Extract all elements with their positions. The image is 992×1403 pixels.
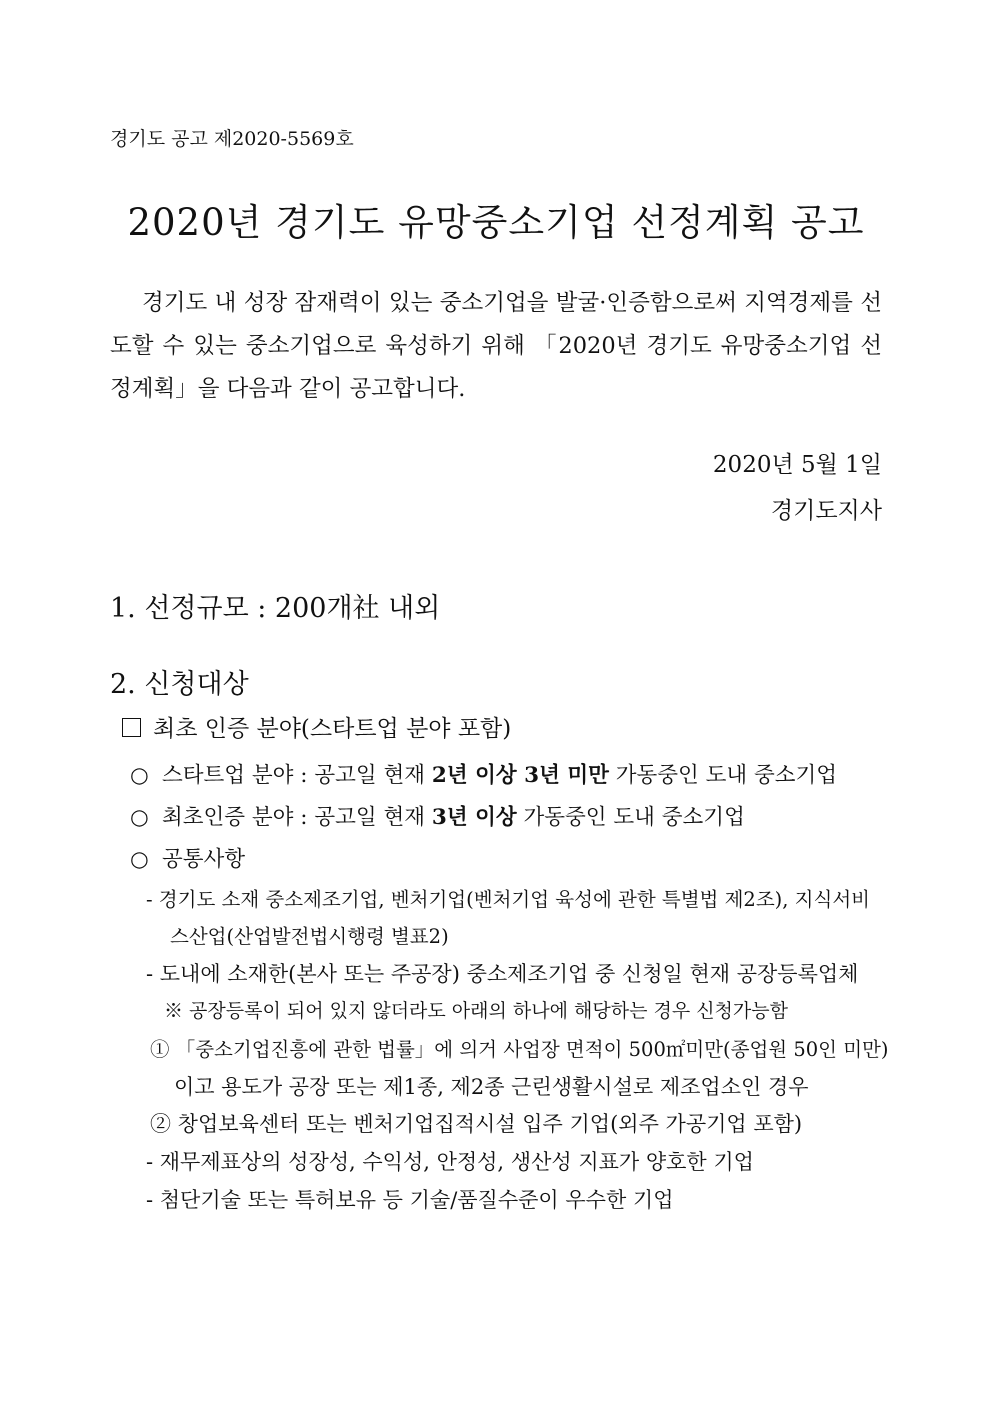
first-cert-field-text-tail: 가동중인 도내 중소기업 [516, 805, 745, 830]
section-eligibility: 2. 신청대상 [110, 669, 249, 700]
notice-signer: 경기도지사 [770, 498, 882, 524]
factory-note: ※ 공장등록이 되어 있지 않더라도 아래의 하나에 해당하는 경우 신청가능함 [164, 1000, 788, 1022]
common-item-label: 공통사항 [162, 847, 246, 872]
notice-number: 경기도 공고 제2020-5569호 [110, 128, 354, 150]
common-item [130, 842, 245, 873]
circle-bullet-icon: ○ [130, 805, 149, 830]
common-dash-1-cont: 스산업(산업발전법시행령 별표2) [170, 925, 449, 948]
checkbox-square-icon [122, 718, 141, 737]
first-cert-field-bold: 3년 이상 [431, 805, 517, 830]
first-cert-field-text: 최초인증 분야 : 공고일 현재 [162, 805, 432, 830]
startup-field-text-tail: 가동중인 도내 중소기업 [608, 763, 838, 788]
intro-text: 경기도 내 성장 잠재력이 있는 중소기업을 발굴·인증함으로써 지역경제를 선도할 수 있는 중소기업으로 육성하기 위해 「2020년 경기도 유망중소기업 선정계획」을 다음과 같이 공고합니다. [110, 290, 882, 402]
common-dash-4: - 첨단기술 또는 특허보유 등 기술/품질수준이 우수한 기업 [146, 1188, 674, 1212]
numbered-item-2: ② 창업보육센터 또는 벤처기업집적시설 입주 기업(외주 가공기업 포함) [150, 1112, 803, 1136]
common-dash-2: - 도내에 소재한(본사 또는 주공장) 중소제조기업 중 신청일 현재 공장등록업체 [146, 962, 859, 986]
intro-paragraph [110, 282, 882, 411]
common-dash-3: - 재무제표상의 성장성, 수익성, 안정성, 생산성 지표가 양호한 기업 [146, 1150, 754, 1174]
circle-bullet-icon: ○ [130, 847, 149, 872]
box-heading [122, 710, 511, 743]
startup-field-bold: 2년 이상 3년 미만 [431, 763, 609, 788]
startup-field-text: 스타트업 분야 : 공고일 현재 [162, 763, 432, 788]
page-title: 2020년 경기도 유망중소기업 선정계획 공고 [127, 201, 865, 244]
numbered-item-1-cont: 이고 용도가 공장 또는 제1종, 제2종 근린생활시설로 제조업소인 경우 [174, 1075, 809, 1099]
startup-field-item [130, 758, 837, 789]
circle-bullet-icon: ○ [130, 763, 149, 788]
section-selection-scale: 1. 선정규모 : 200개社 내외 [110, 593, 441, 624]
common-dash-1: - 경기도 소재 중소제조기업, 벤처기업(벤처기업 육성에 관한 특별법 제2조), 지식서비 [146, 888, 871, 911]
notice-date: 2020년 5월 1일 [712, 452, 882, 478]
first-cert-field-item [130, 800, 745, 831]
numbered-item-1: ① 「중소기업진흥에 관한 법률」에 의거 사업장 면적이 500㎡미만(종업원 50인 미만) [150, 1038, 889, 1061]
box-heading-text: 최초 인증 분야(스타트업 분야 포함) [153, 716, 512, 742]
